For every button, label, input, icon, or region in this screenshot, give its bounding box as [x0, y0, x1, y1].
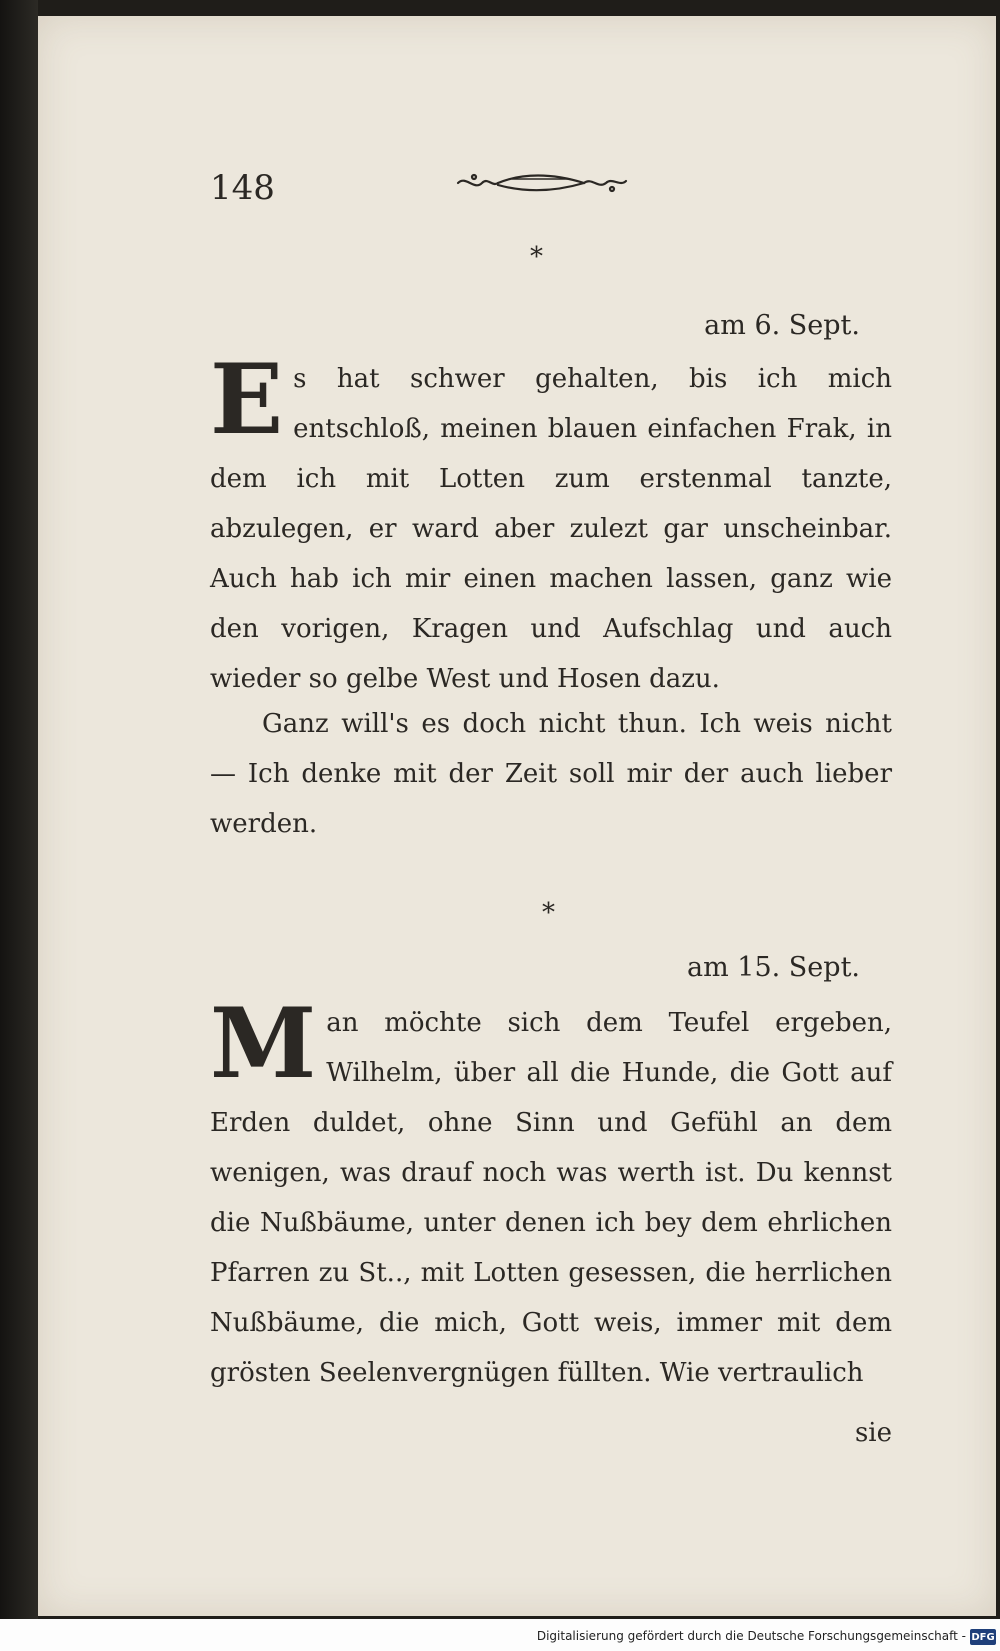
entry-date: am 15. Sept.	[687, 952, 860, 983]
drop-cap: M	[210, 987, 317, 1100]
paragraph	[210, 987, 892, 1398]
paragraph	[210, 343, 892, 704]
ornament-icon	[452, 163, 632, 203]
paragraph-text: an möchte sich dem Teufel ergeben, Wilhelm, über all die Hunde, die Gott auf Erden duldet, ohne Sinn und Gefühl an dem wenigen, was drauf noch was werth ist. Du kennst die Nußbäume, unter denen ich bey dem ehrlichen Pfarren zu St.., mit Lotten gesessen, die herrlichen Nußbäume, die mich, Gott weis, immer mit dem grösten Seelenvergnügen füllten. Wie vertraulich	[210, 1008, 892, 1388]
catchword: sie	[854, 1418, 892, 1448]
paragraph-text: s hat schwer gehalten, bis ich mich entschloß, meinen blauen einfachen Frak, in dem ich mit Lotten zum erstenmal tanzte, abzulegen, er ward aber zulezt gar unscheinbar. Auch hab ich mir einen machen lassen, ganz wie den vorigen, Kragen und Aufschlag und auch wieder so gelbe West und Hosen dazu.	[210, 364, 892, 694]
book-spine-edge	[0, 0, 38, 1651]
funding-credit: Digitalisierung gefördert durch die Deutsche Forschungsgemeinschaft -	[536, 1629, 966, 1643]
dfg-logo-icon: DFG	[970, 1629, 996, 1645]
entry-separator: *	[542, 898, 555, 928]
entry-separator: *	[530, 242, 543, 272]
paragraph: Ganz will's es doch nicht thun. Ich weis nicht — Ich denke mit der Zeit soll mir der auch lieber werden.	[210, 709, 892, 839]
footer-bar	[0, 1619, 1000, 1651]
drop-cap: E	[210, 343, 284, 456]
entry-date: am 6. Sept.	[704, 310, 860, 341]
page-number: 148	[210, 168, 275, 208]
